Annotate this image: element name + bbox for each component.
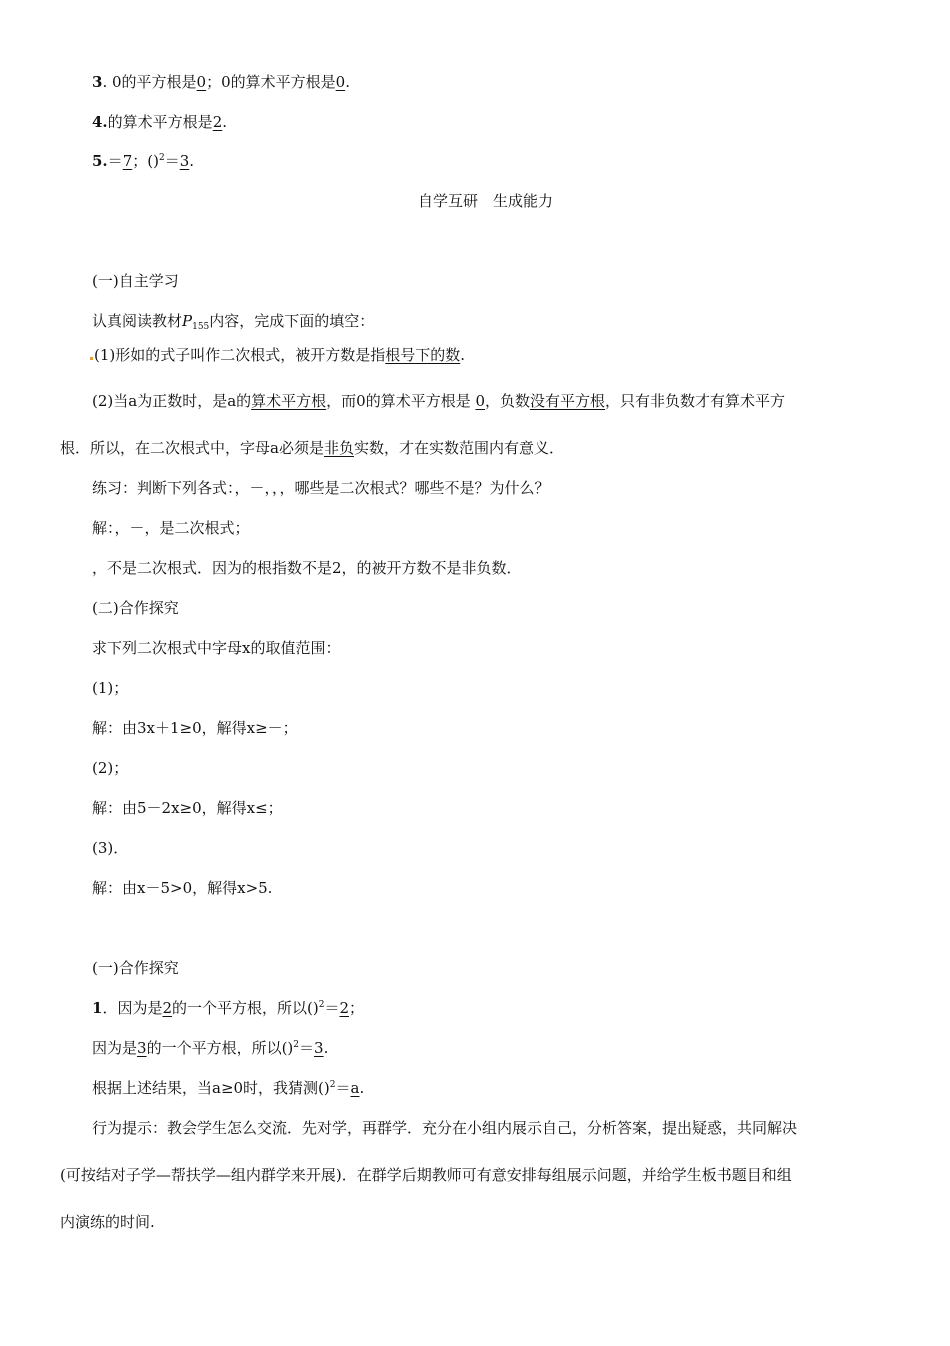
text: 的一个平方根，所以() xyxy=(146,1039,294,1057)
superscript: 2 xyxy=(329,1080,336,1090)
review-line-4 xyxy=(92,112,227,132)
text: ．因为是 xyxy=(102,999,163,1017)
part3-line-2 xyxy=(92,1038,328,1061)
text: ＝ xyxy=(107,152,123,170)
superscript: 2 xyxy=(158,153,165,163)
separator: . xyxy=(102,73,108,91)
text: ，而0的算术平方根是 xyxy=(326,392,476,410)
part2-problem-3: (3)． xyxy=(92,839,129,857)
part1-q2-line2 xyxy=(60,438,564,458)
text: . xyxy=(222,113,228,131)
text: ，只有非负数才有算术平方 xyxy=(605,392,786,410)
answer: 7 xyxy=(122,152,133,170)
answer: a xyxy=(350,1079,360,1097)
text: 根据上述结果，当a≥0时，我猜测() xyxy=(92,1079,330,1097)
answer: 0 xyxy=(335,73,346,91)
answer: 3 xyxy=(137,1039,147,1057)
part1-solution-2: ，不是二次根式．因为的根指数不是2，的被开方数不是非负数． xyxy=(92,559,522,577)
text: ； xyxy=(349,999,365,1017)
behavior-tip-line-2: (可按结对子学—帮扶学—组内群学来开展)．在群学后期教师可有意安排每组展示问题，并给学生板书题目和组 xyxy=(60,1166,792,1184)
text: ＝ xyxy=(299,1039,315,1057)
text: . xyxy=(323,1039,329,1057)
review-line-3 xyxy=(92,72,350,92)
part3-heading: (一)合作探究 xyxy=(92,959,179,977)
text: (2)当a为正数时，是a的 xyxy=(92,392,252,410)
part3-line-3 xyxy=(92,1078,364,1101)
part3-line-1 xyxy=(92,998,364,1021)
text: . xyxy=(189,152,195,170)
answer: 算术平方根 xyxy=(251,392,327,410)
text: 0的平方根是 xyxy=(112,73,197,91)
part2-solution-3: 解：由x－5>0，解得x>5. xyxy=(92,879,273,897)
part1-heading: (一)自主学习 xyxy=(92,272,179,290)
text: . xyxy=(345,73,350,91)
answer: 2 xyxy=(339,999,350,1017)
item-number: 3 xyxy=(92,73,103,91)
part2-solution-1: 解：由3x＋1≥0，解得x≥－； xyxy=(92,719,298,737)
answer: 根号下的数 xyxy=(385,346,461,364)
part1-q1 xyxy=(90,345,465,365)
part1-solution-1: 解：，－，是二次根式； xyxy=(92,519,250,537)
part2-task: 求下列二次根式中字母x的取值范围： xyxy=(92,639,341,657)
part1-q2-line1 xyxy=(92,391,785,411)
part1-intro xyxy=(92,311,374,334)
superscript: 2 xyxy=(293,1040,300,1050)
part2-heading: (二)合作探究 xyxy=(92,599,179,617)
answer: 3 xyxy=(314,1039,324,1057)
text: ＝ xyxy=(335,1079,351,1097)
text: 实数，才在实数范围内有意义． xyxy=(353,439,564,457)
text: 因为是 xyxy=(92,1039,138,1057)
text: ＝ xyxy=(164,152,180,170)
text: ，负数 xyxy=(485,392,531,410)
answer: 0 xyxy=(475,392,486,410)
text: (1)形如的式子叫作二次根式，被开方数是指 xyxy=(94,346,386,364)
behavior-tip-line-1: 行为提示：教会学生怎么交流．先对学，再群学．充分在小组内展示自己，分析答案，提出疑惑，共同解决 xyxy=(92,1119,798,1137)
page-ref: P xyxy=(182,312,193,330)
answer: 0 xyxy=(196,73,207,91)
text: 的一个平方根，所以() xyxy=(172,999,319,1017)
text: ；0的算术平方根是 xyxy=(206,73,336,91)
part2-problem-1: (1)； xyxy=(92,679,129,697)
answer: 3 xyxy=(179,152,190,170)
text: 认真阅读教材 xyxy=(92,312,183,330)
text: . xyxy=(359,1079,365,1097)
part1-practice: 练习：判断下列各式：，－，，，哪些是二次根式？哪些不是？为什么？ xyxy=(92,479,550,497)
item-number: 5. xyxy=(92,152,108,170)
behavior-tip-line-3: 内演练的时间. xyxy=(60,1213,155,1231)
text: . xyxy=(460,346,466,364)
part2-problem-2: (2)； xyxy=(92,759,129,777)
review-line-5 xyxy=(92,151,194,174)
marker-icon xyxy=(90,357,93,360)
part2-solution-2: 解：由5－2x≥0，解得x≤； xyxy=(92,799,283,817)
answer: 没有平方根 xyxy=(530,392,606,410)
item-number: 1 xyxy=(92,999,103,1017)
superscript: 2 xyxy=(318,1000,325,1010)
text: 根．所以，在二次根式中，字母a必须是 xyxy=(60,439,324,457)
text: ＝ xyxy=(324,999,340,1017)
text: ；() xyxy=(132,152,159,170)
answer: 2 xyxy=(212,113,223,131)
text: 内容，完成下面的填空： xyxy=(209,312,375,330)
text: 的算术平方根是 xyxy=(107,113,213,131)
section-title: 自学互研 生成能力 xyxy=(418,192,554,210)
answer: 非负 xyxy=(323,439,354,457)
page-number: 155 xyxy=(192,322,210,332)
item-number: 4. xyxy=(92,113,108,131)
answer: 2 xyxy=(162,999,172,1017)
